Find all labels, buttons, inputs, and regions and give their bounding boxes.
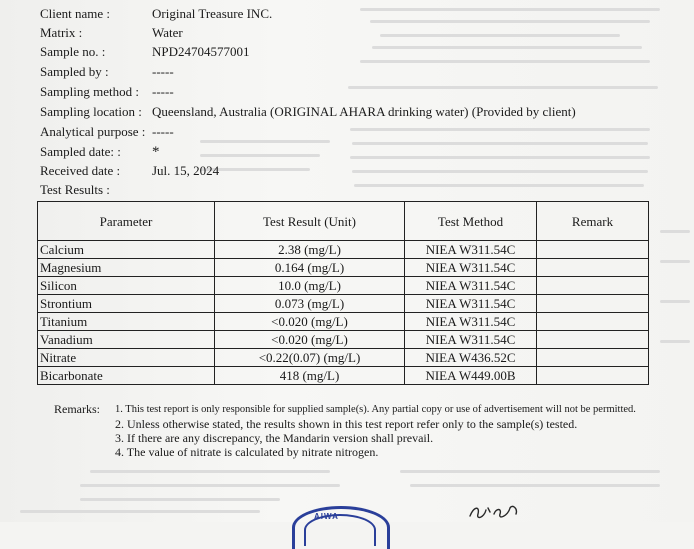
client-name-label: Client name : bbox=[40, 6, 111, 21]
table-row bbox=[38, 331, 649, 349]
cell-parameter: Bicarbonate bbox=[38, 367, 215, 385]
cell-parameter: Calcium bbox=[38, 241, 215, 259]
cell-parameter: Magnesium bbox=[38, 259, 215, 277]
cell-method: NIEA W311.54C bbox=[405, 313, 537, 331]
analytical-purpose-label: Analytical purpose : bbox=[40, 124, 146, 139]
col-header-remark: Remark bbox=[537, 202, 649, 241]
table-row bbox=[38, 259, 649, 277]
cell-result: 2.38 (mg/L) bbox=[215, 241, 405, 259]
sampled-by-value: ----- bbox=[152, 64, 174, 79]
cell-method: NIEA W311.54C bbox=[405, 259, 537, 277]
client-name-value: Original Treasure INC. bbox=[152, 6, 273, 21]
cell-method: NIEA W311.54C bbox=[405, 295, 537, 313]
col-header-test-result: Test Result (Unit) bbox=[215, 202, 405, 241]
sampling-method-label: Sampling method : bbox=[40, 84, 139, 99]
sampling-location-label: Sampling location : bbox=[40, 104, 142, 119]
table-row bbox=[38, 241, 649, 259]
remark-item: 4. The value of nitrate is calculated by nitrate nitrogen. bbox=[115, 445, 379, 459]
cell-method: NIEA W311.54C bbox=[405, 241, 537, 259]
remark-item: 1. This test report is only responsible for supplied sample(s). Any partial copy or use of advertisement will not be permitted. bbox=[115, 404, 636, 415]
cell-method: NIEA W311.54C bbox=[405, 277, 537, 295]
cell-remark bbox=[537, 277, 649, 295]
cell-remark bbox=[537, 241, 649, 259]
table-row bbox=[38, 313, 649, 331]
matrix-label: Matrix : bbox=[40, 25, 83, 40]
col-header-test-method: Test Method bbox=[405, 202, 537, 241]
cell-result: 10.0 (mg/L) bbox=[215, 277, 405, 295]
cell-result: 418 (mg/L) bbox=[215, 367, 405, 385]
cell-parameter: Strontium bbox=[38, 295, 215, 313]
seal-text: AIWA bbox=[314, 512, 339, 521]
table-row bbox=[38, 295, 649, 313]
col-header-parameter: Parameter bbox=[38, 202, 215, 241]
cell-remark bbox=[537, 349, 649, 367]
received-date-label: Received date : bbox=[40, 163, 121, 178]
cell-result: <0.020 (mg/L) bbox=[215, 331, 405, 349]
matrix-value: Water bbox=[152, 25, 183, 40]
cell-result: <0.22(0.07) (mg/L) bbox=[215, 349, 405, 367]
cell-result: 0.073 (mg/L) bbox=[215, 295, 405, 313]
cell-remark bbox=[537, 331, 649, 349]
sampling-location-value: Queensland, Australia (ORIGINAL AHARA drinking water) (Provided by client) bbox=[152, 104, 576, 119]
received-date-value: Jul. 15, 2024 bbox=[152, 163, 220, 178]
sampled-by-label: Sampled by : bbox=[40, 64, 109, 79]
cell-parameter: Nitrate bbox=[38, 349, 215, 367]
table-row bbox=[38, 277, 649, 295]
table-row bbox=[38, 349, 649, 367]
cell-remark bbox=[537, 295, 649, 313]
test-results-label: Test Results : bbox=[40, 182, 110, 197]
cell-method: NIEA W449.00B bbox=[405, 367, 537, 385]
table-header-row bbox=[38, 202, 649, 241]
sampled-date-value: * bbox=[152, 144, 160, 160]
cell-method: NIEA W436.52C bbox=[405, 349, 537, 367]
cell-result: 0.164 (mg/L) bbox=[215, 259, 405, 277]
sampled-date-label: Sampled date: : bbox=[40, 144, 121, 159]
sample-no-label: Sample no. : bbox=[40, 44, 106, 59]
sampling-method-value: ----- bbox=[152, 84, 174, 99]
cell-parameter: Vanadium bbox=[38, 331, 215, 349]
cell-parameter: Silicon bbox=[38, 277, 215, 295]
cell-remark bbox=[537, 367, 649, 385]
test-results-table bbox=[37, 201, 649, 385]
cell-method: NIEA W311.54C bbox=[405, 331, 537, 349]
analytical-purpose-value: ----- bbox=[152, 124, 174, 139]
remark-item: 2. Unless otherwise stated, the results shown in this test report refer only to the sample(s) tested. bbox=[115, 417, 578, 431]
cell-remark bbox=[537, 259, 649, 277]
table-row bbox=[38, 367, 649, 385]
remark-item: 3. If there are any discrepancy, the Mandarin version shall prevail. bbox=[115, 431, 434, 445]
signature-scribble bbox=[466, 500, 526, 522]
sample-no-value: NPD24704577001 bbox=[152, 44, 250, 59]
cell-parameter: Titanium bbox=[38, 313, 215, 331]
cell-result: <0.020 (mg/L) bbox=[215, 313, 405, 331]
remarks-header: Remarks: bbox=[54, 402, 100, 416]
cell-remark bbox=[537, 313, 649, 331]
